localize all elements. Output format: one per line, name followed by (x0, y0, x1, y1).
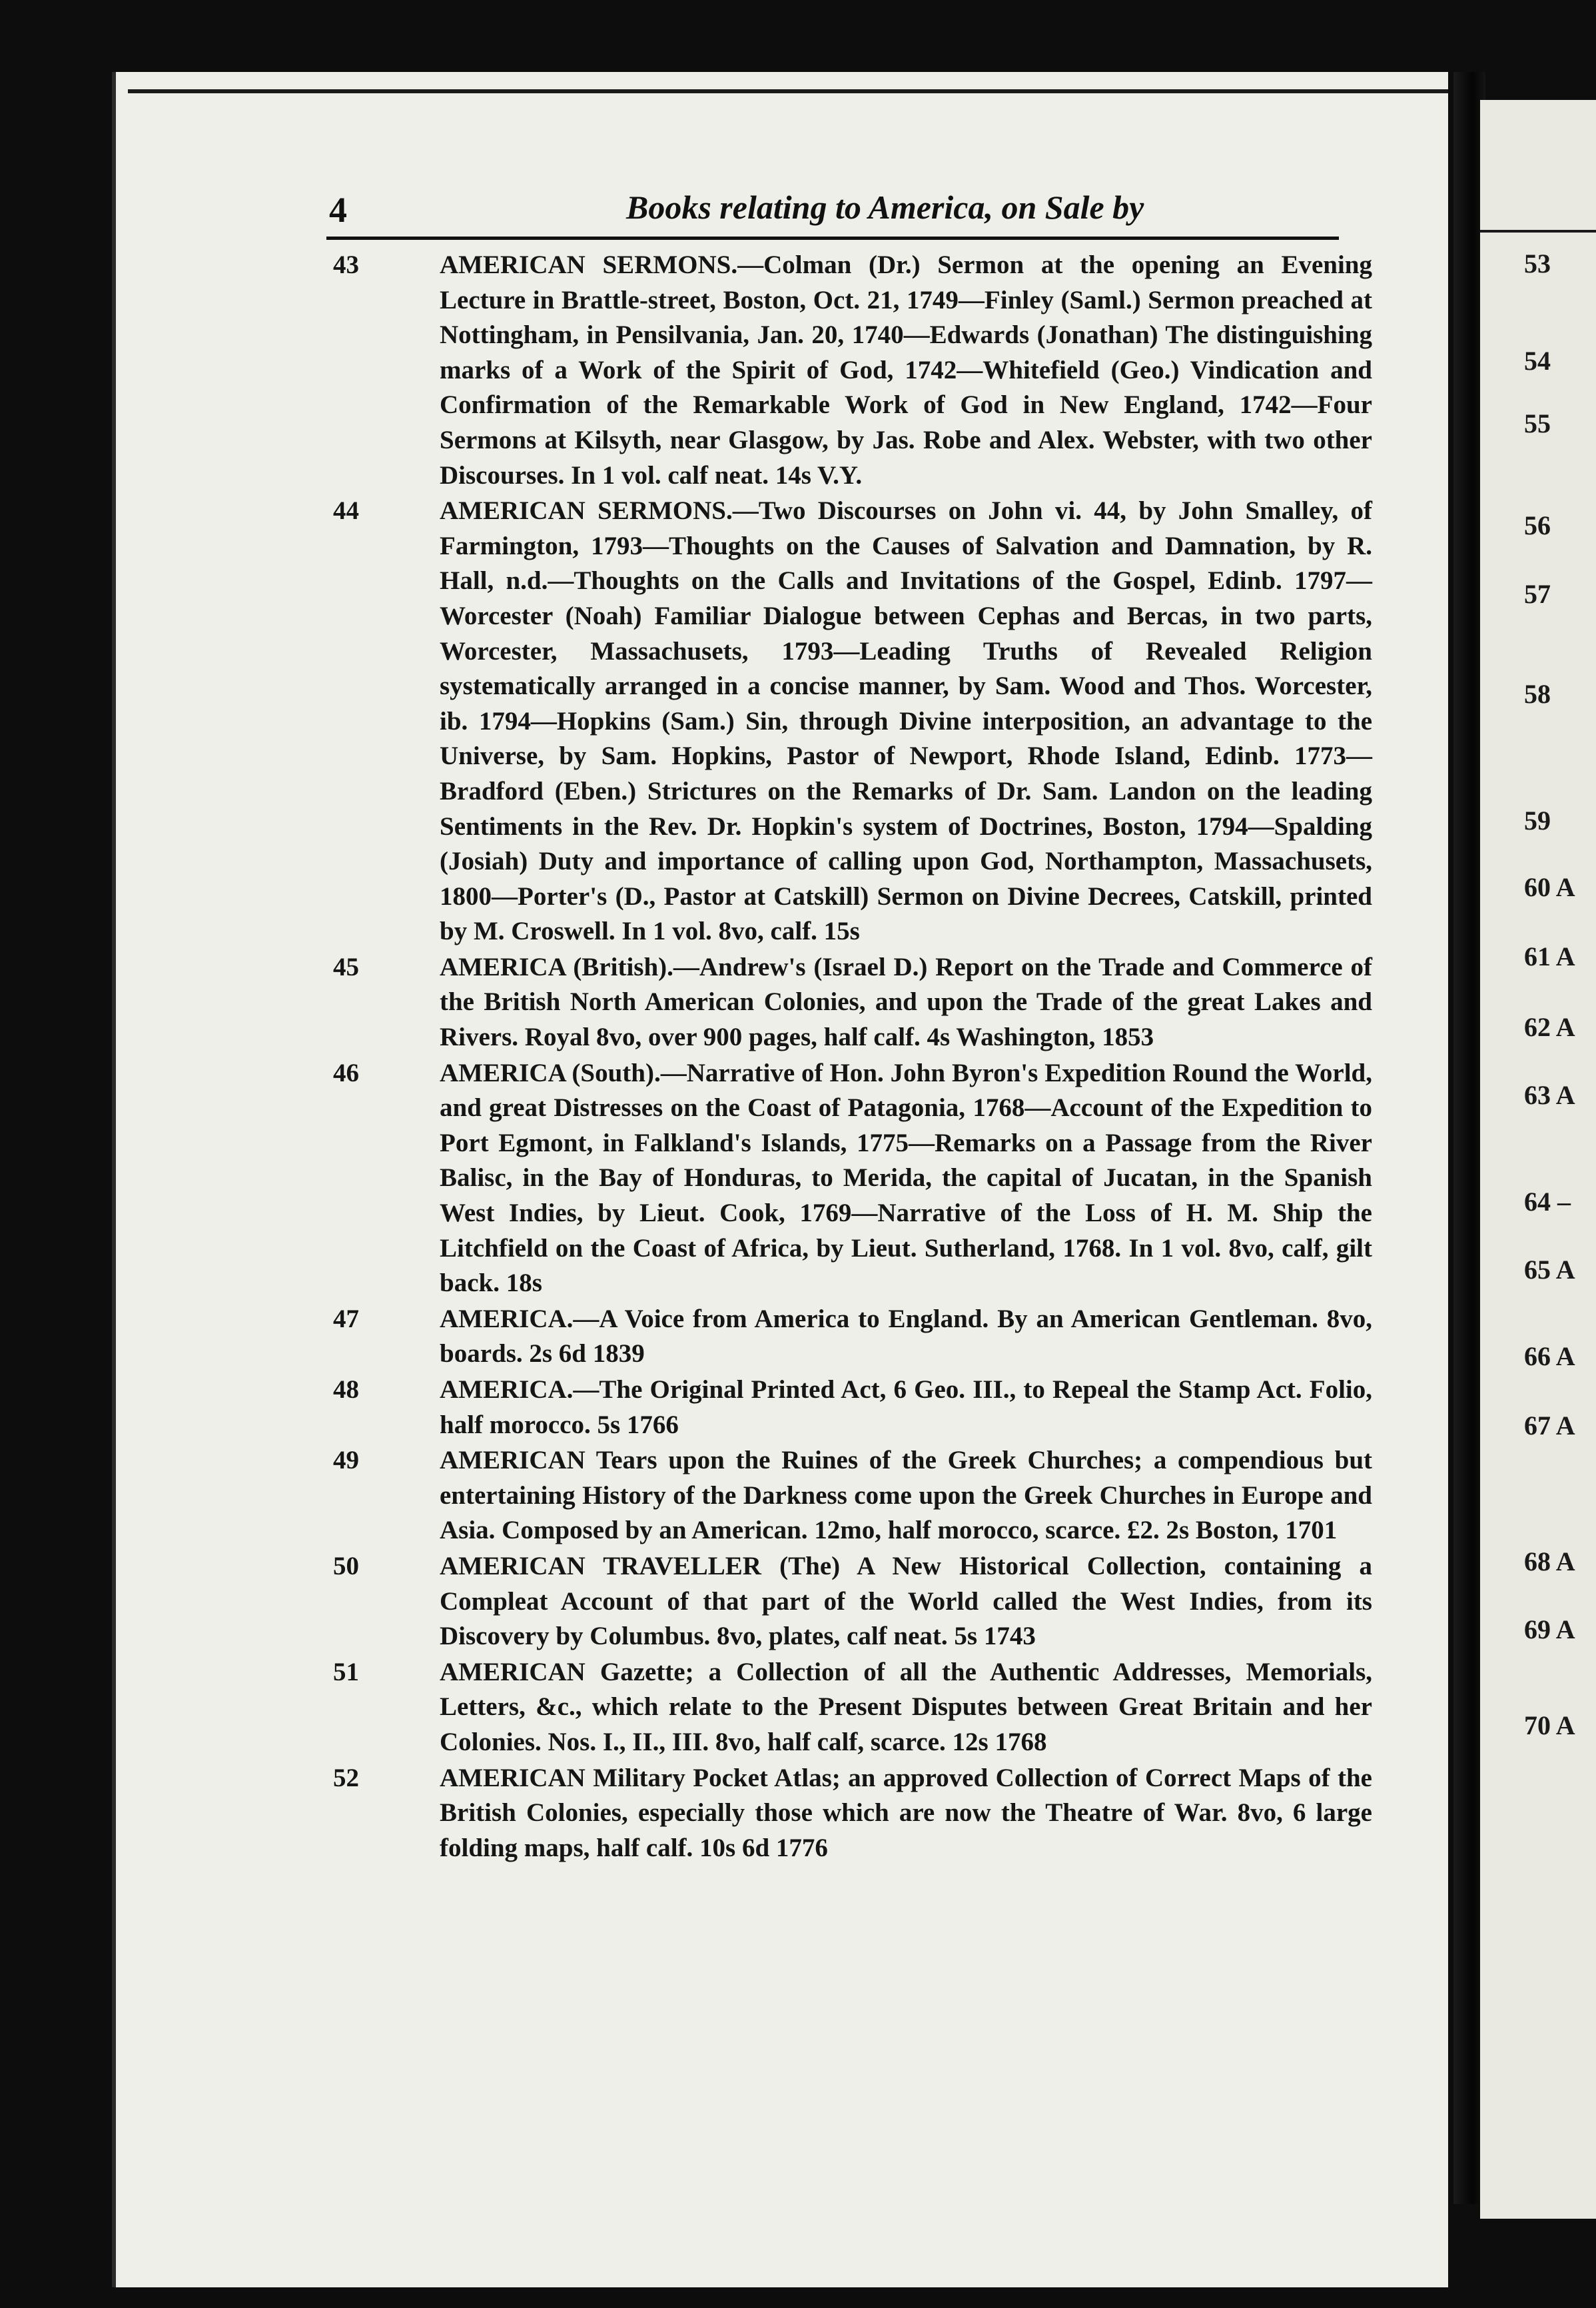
adjacent-entry-number: 66 A (1524, 1341, 1575, 1371)
entry-number: 52 (333, 1763, 359, 1792)
entry-number: 45 (333, 952, 359, 981)
entry-text: AMERICA.—The Original Printed Act, 6 Geo. III., to Repeal the Stamp Act. Folio, half morocco. 5s 1766 (440, 1375, 1372, 1439)
list-item (333, 1373, 1372, 1442)
entry-text: AMERICAN Gazette; a Collection of all the Authentic Addresses, Memorials, Letters, &c., which relate to the Present Disputes between Great Britain and her Colonies. Nos. I., II., III. 8vo, half calf, scarce. 12s 1768 (440, 1657, 1372, 1756)
entry-number: 50 (333, 1551, 359, 1580)
list-item (333, 950, 1372, 1055)
list-item (333, 1655, 1372, 1760)
entry-text: AMERICA.—A Voice from America to England. By an American Gentleman. 8vo, boards. 2s 6d 1839 (440, 1304, 1372, 1369)
list-item (333, 248, 1372, 493)
adjacent-entry-number: 54 (1524, 346, 1551, 376)
adjacent-entry-number: 70 A (1524, 1710, 1575, 1740)
adjacent-entry-number: 68 A (1524, 1546, 1575, 1576)
entry-number: 43 (333, 251, 359, 279)
adjacent-entry-number: 58 (1524, 679, 1551, 709)
list-item (333, 1302, 1372, 1372)
header-rule (326, 237, 1339, 240)
entry-text: AMERICAN Tears upon the Ruines of the Greek Churches; a compendious but entertaining History of the Darkness come upon the Greek Churches in Europe and Asia. Composed by an American. 12mo, half morocco, scarce. £2. 2s Boston, 1701 (440, 1446, 1372, 1545)
list-item (333, 1056, 1372, 1301)
entry-number: 47 (333, 1304, 359, 1333)
entry-number: 44 (333, 496, 359, 526)
adjacent-entry-number: 57 (1524, 579, 1551, 609)
adjacent-entry-number: 62 A (1524, 1012, 1575, 1042)
entry-text: AMERICA (British).—Andrew's (Israel D.) Report on the Trade and Commerce of the British North American Colonies, and upon the Trade of the great Lakes and Rivers. Royal 8vo, over 900 pages, half calf. 4s Washington, 1853 (440, 952, 1372, 1052)
adjacent-entry-number: 55 (1524, 408, 1551, 438)
entry-number: 49 (333, 1446, 359, 1475)
entry-text: AMERICA (South).—Narrative of Hon. John Byron's Expedition Round the World, and great Distresses on the Coast of Patagonia, 1768—Account of the Expedition to Port Egmont, in Falkland's Islands, 1775—Remarks on a Passage from the River Balisc, in the Bay of Honduras, to Merida, the capital of Jucatan, in the Spanish West Indies, by Lieut. Cook, 1769—Narrative of the Loss of H. M. Ship the Litchfield on the Coast of Africa, by Lieut. Sutherland, 1768. In 1 vol. 8vo, calf, gilt back. 18s (440, 1058, 1372, 1298)
entry-number: 46 (333, 1058, 359, 1087)
entry-number: 48 (333, 1375, 359, 1404)
entry-text: AMERICAN Military Pocket Atlas; an approved Collection of Correct Maps of the British Colonies, especially those which are now the Theatre of War. 8vo, 6 large folding maps, half calf. 10s 6d 1776 (440, 1763, 1372, 1862)
adjacent-entry-number: 61 A (1524, 941, 1575, 971)
entry-text: AMERICAN TRAVELLER (The) A New Historical Collection, containing a Compleat Account of that part of the World called the West Indies, from its Discovery by Columbus. 8vo, plates, calf neat. 5s 1743 (440, 1551, 1372, 1651)
page-number: 4 (329, 190, 347, 230)
adjacent-entry-number: 67 A (1524, 1411, 1575, 1441)
adjacent-entry-number: 60 A (1524, 872, 1575, 902)
list-item (333, 1761, 1372, 1866)
adjacent-entry-number: 64 – (1524, 1187, 1571, 1217)
list-item (333, 1443, 1372, 1548)
entry-text: AMERICAN SERMONS.—Colman (Dr.) Sermon at the opening an Evening Lecture in Brattle-street, Boston, Oct. 21, 1749—Finley (Saml.) Sermon preached at Nottingham, in Pensilvania, Jan. 20, 1740—Edwards (Jonathan) The distinguishing marks of a Work of the Spirit of God, 1742—Whitefield (Geo.) Vindication and Confirmation of the Remarkable Work of God in New England, 1742—Four Sermons at Kilsyth, near Glasgow, by Jas. Robe and Alex. Webster, with two other Discourses. In 1 vol. calf neat. 14s V.Y. (440, 251, 1372, 490)
adjacent-entry-number: 56 (1524, 510, 1551, 540)
adjacent-page-edge (1480, 100, 1596, 2219)
adjacent-entry-number: 65 A (1524, 1255, 1575, 1285)
entry-text: AMERICAN SERMONS.—Two Discourses on John vi. 44, by John Smalley, of Farmington, 1793—Thoughts on the Causes of Salvation and Damnation, by R. Hall, n.d.—Thoughts on the Calls and Invitations of the Gospel, Edinb. 1797—Worcester (Noah) Familiar Dialogue between Cephas and Bercas, in two parts, Worcester, Massachusets, 1793—Leading Truths of Revealed Religion systematically arranged in a concise manner, by Sam. Wood and Thos. Worcester, ib. 1794—Hopkins (Sam.) Sin, through Divine interposition, an advantage to the Universe, by Sam. Hopkins, Pastor of Newport, Rhode Island, Edinb. 1773—Bradford (Eben.) Strictures on the Remarks of Dr. Sam. Landon on the leading Sentiments in the Rev. Dr. Hopkin's system of Doctrines, Boston, 1794—Spalding (Josiah) Duty and importance of calling upon God, Northampton, Massachusets, 1800—Porter's (D., Pastor at Catskill) Sermon on Divine Decrees, Catskill, printed by M. Croswell. In 1 vol. 8vo, calf. 15s (440, 496, 1372, 946)
list-item (333, 1549, 1372, 1654)
catalogue-entries (333, 248, 1372, 1866)
adjacent-entry-number: 59 (1524, 806, 1551, 836)
page-header-overlay (213, 185, 1339, 232)
list-item (333, 494, 1372, 949)
running-title: Books relating to America, on Sale by (626, 189, 1144, 226)
adjacent-entry-number: 69 A (1524, 1614, 1575, 1644)
adjacent-header-rule (1480, 230, 1596, 233)
adjacent-entry-number: 63 A (1524, 1080, 1575, 1110)
entry-number: 51 (333, 1657, 359, 1686)
adjacent-entry-number: 53 (1524, 249, 1551, 279)
